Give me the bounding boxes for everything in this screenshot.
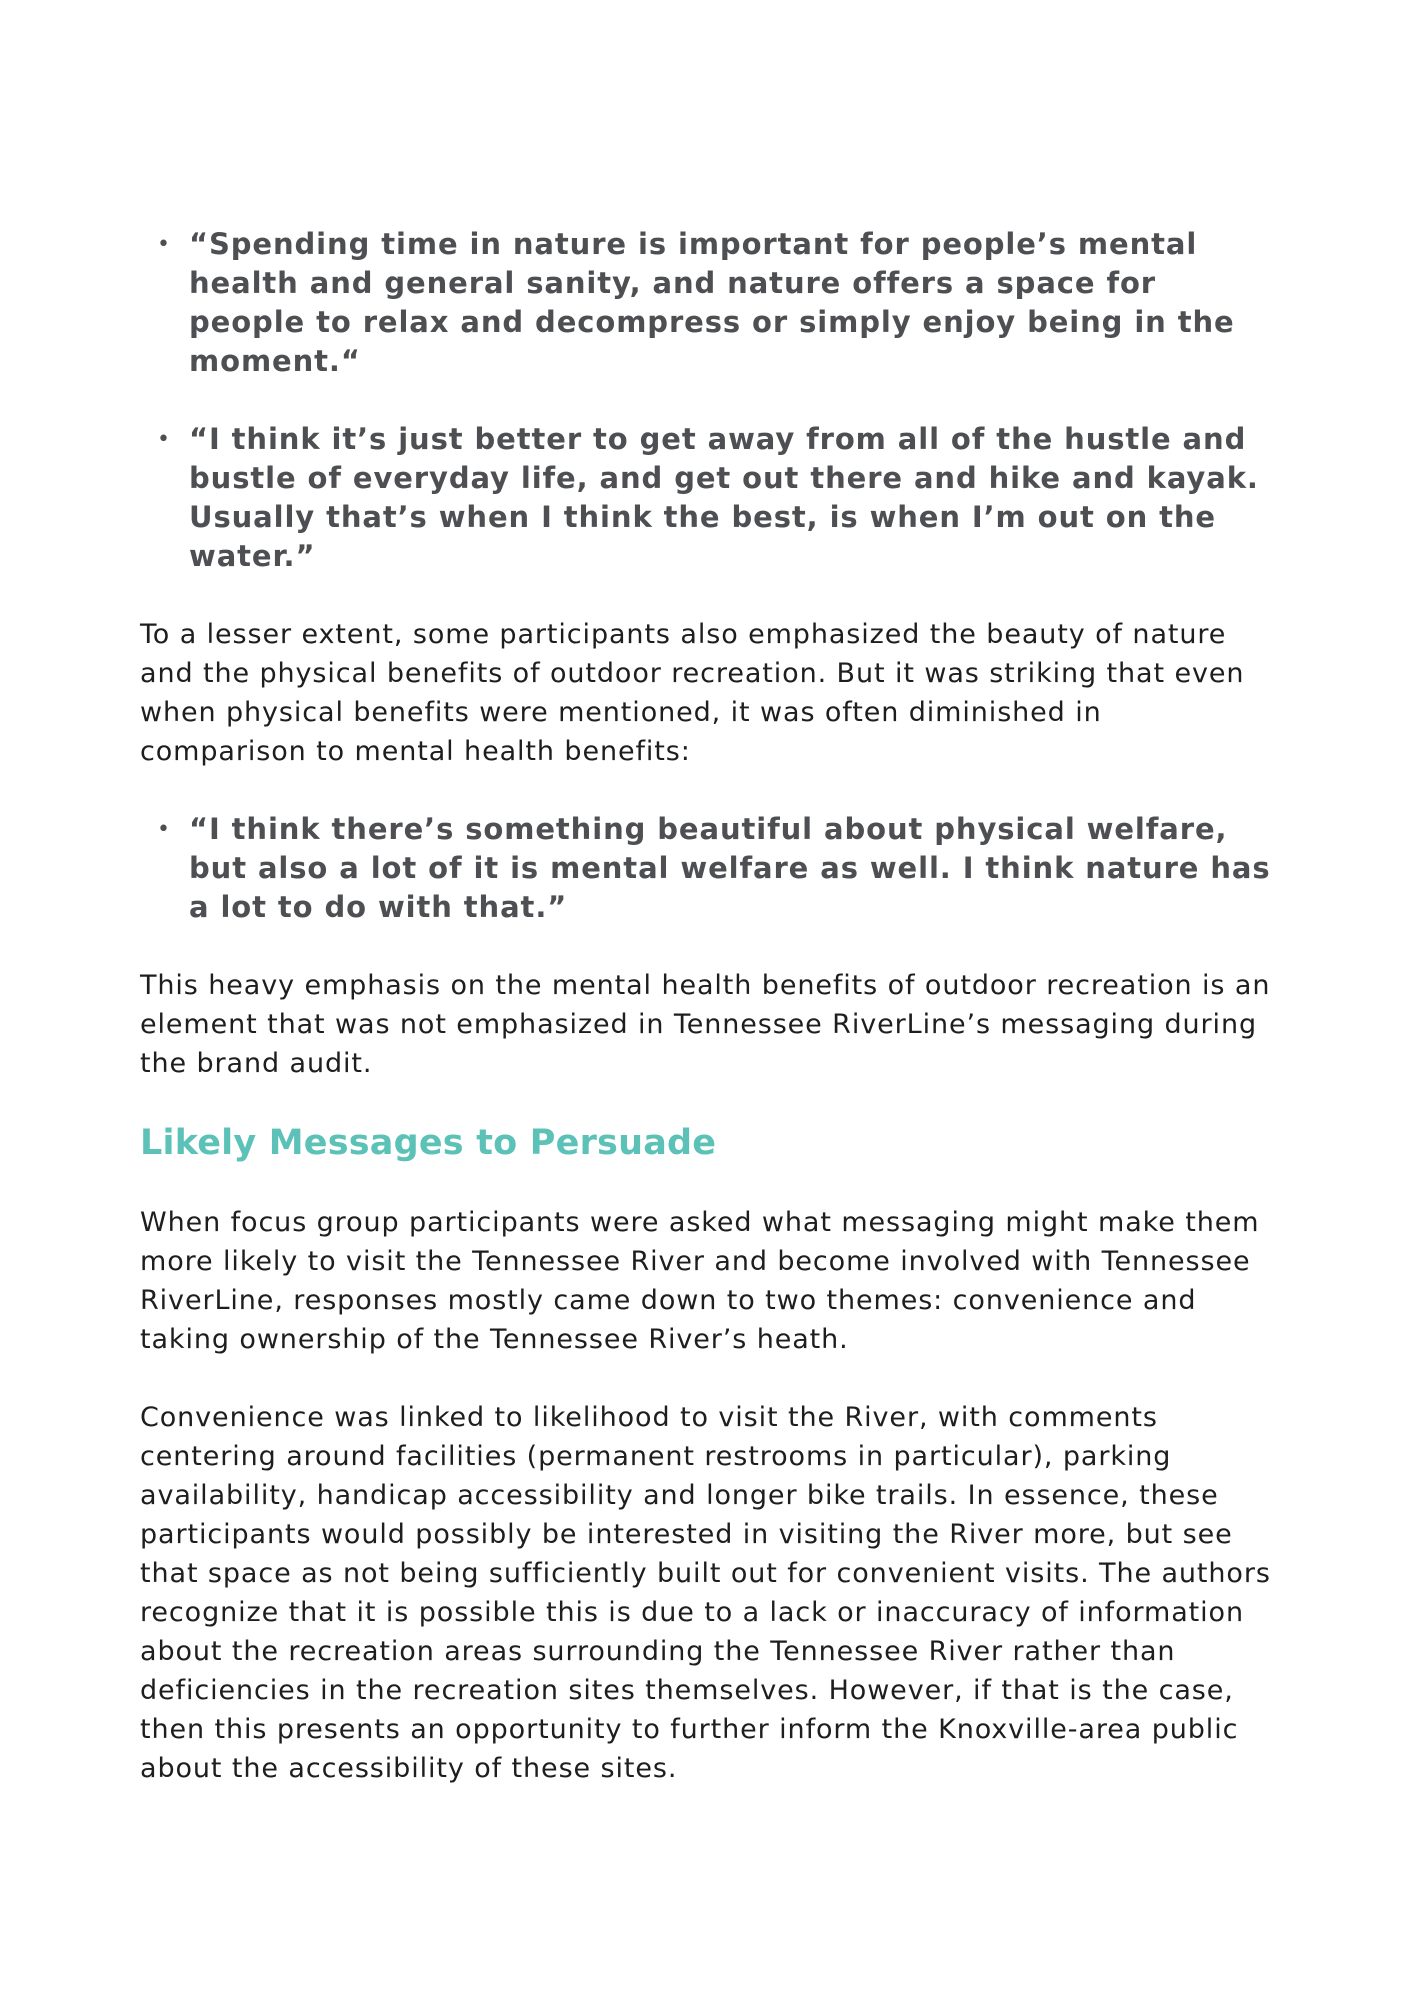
bullet-icon: • <box>157 232 171 257</box>
quote-list-top <box>140 225 1275 576</box>
paragraph-focus-group: When focus group participants were asked what messaging might make them more likely to visit the Tennessee River and become involved with Tennessee RiverLine, responses mostly came down to two themes: convenience and taking ownership of the Tennessee River’s heath. <box>140 1207 1260 1355</box>
quote-text: “I think it’s just better to get away from all of the hustle and bustle of everyday life, and get out there and hike and kayak. Usually that’s when I think the best, is when I’m out on the water.” <box>189 422 1259 573</box>
paragraph-lesser-extent: To a lesser extent, some participants also emphasized the beauty of nature and the physical benefits of outdoor recreation. But it was striking that even when physical benefits were mentioned, it was often diminished in comparison to mental health benefits: <box>140 619 1245 767</box>
paragraph-emphasis: This heavy emphasis on the mental health benefits of outdoor recreation is an element that was not emphasized in Tennessee RiverLine’s messaging during the brand audit. <box>140 970 1271 1079</box>
quote-hustle-bustle <box>140 420 1275 576</box>
quote-text: “I think there’s something beautiful about physical welfare, but also a lot of it is mental welfare as well. I think nature has a lot to do with that.” <box>189 812 1271 924</box>
quote-mental-health <box>140 225 1275 381</box>
quote-physical-welfare <box>140 810 1275 927</box>
bullet-icon: • <box>157 817 171 842</box>
paragraph-convenience: Convenience was linked to likelihood to visit the River, with comments centering around facilities (permanent restrooms in particular), parking availability, handicap accessibility and longer bike trails. In essence, these participants would possibly be interested in visiting the River more, but see that space as not being sufficiently built out for convenient visits. The authors recognize that it is possible this is due to a lack or inaccuracy of information about the recreation areas surrounding the Tennessee River rather than deficiencies in the recreation sites themselves. However, if that is the case, then this presents an opportunity to further inform the Knoxville-area public about the accessibility of these sites. <box>140 1402 1271 1784</box>
quote-list-physical <box>140 810 1275 927</box>
document-page <box>140 225 1275 1788</box>
bullet-icon: • <box>157 427 171 452</box>
section-heading: Likely Messages to Persuade <box>140 1123 717 1163</box>
quote-text: “Spending time in nature is important for people’s mental health and general sanity, and nature offers a space for people to relax and decompress or simply enjoy being in the moment.“ <box>189 227 1235 378</box>
